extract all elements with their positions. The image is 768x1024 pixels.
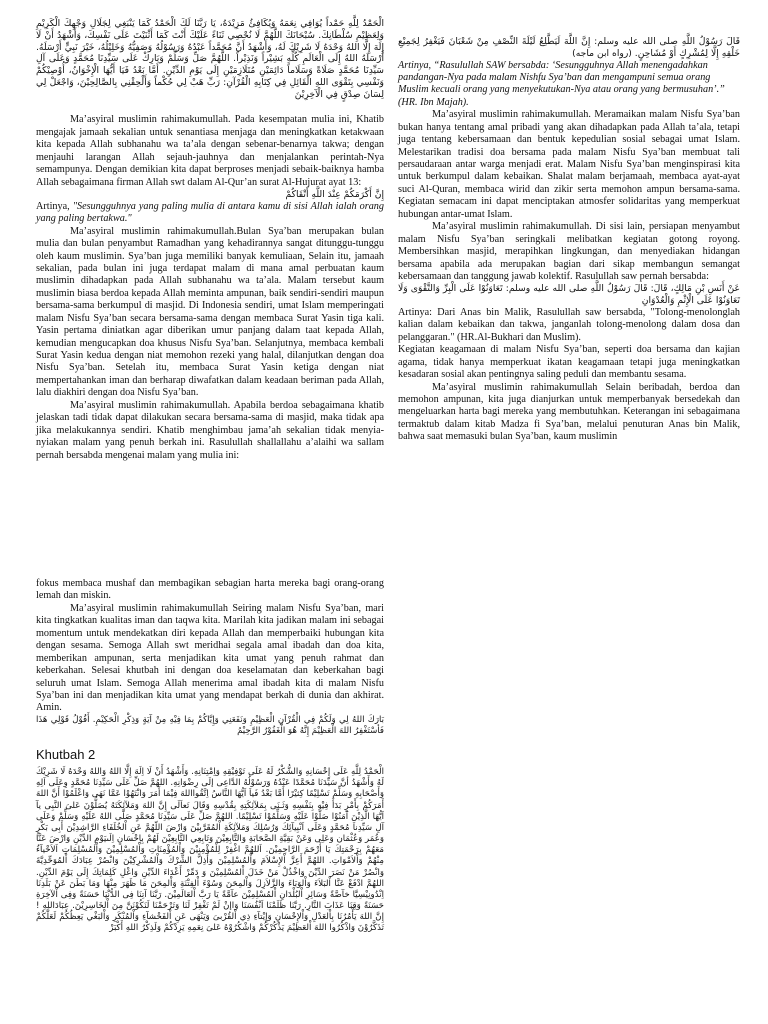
left-column-bottom bbox=[36, 578, 384, 935]
quran-verse: إِنَّ أَكْرَمَكُمْ عِنْدَ اللَّهِ أَتْقَاكُمْ bbox=[285, 188, 384, 200]
paragraph: Ma’asyiral muslimin rahimakumullah. Meramaikan malam Nisfu Sya’ban bukan hanya tentang amal pribadi yang akan dihadapkan pada Allah ta’ala, tetapi juga tentang kebersamaan dan bentuk kepedulian sosial sebagai umat Islam. Melestarikan tradisi doa bersama pada malam Nisfu Sya’ban membuat tali persaudaraan antar warga menjadi erat. Malam Nisfu Sya’ban menginspirasi kita untuk berkumpul dalam kebaikan. Shalat malam berjamaah, membaca ayat-ayat suci Al-Quran, membaca wirid dan zikir serta memohon ampun bersama-sama. Kegiatan semacam ini dapat menciptakan atmosfer solidaritas yang memperkuat hubungan antar-umat Islam. bbox=[398, 109, 740, 220]
hadith-arabic: قَالَ رَسُوْلُ اللَّهِ صلى الله عليه وسلم: إِنَّ اللَّهَ لَيَطَّلِعُ لَيْلَةَ النِّصْفِ مِنْ شَعْبَانَ فَيَغْفِرُ لِجَمِيْعِ خَلْقِهِ إِلَّا لِمُشْرِكٍ أَوْ مُشَاحِنٍ. (رواه ابن ماجه) bbox=[398, 36, 740, 59]
paragraph: Ma’asyiral muslimin rahimakumullah Selain beribadah, berdoa dan memohon ampunan, kita juga dianjurkan untuk memperbanyak bersedekah dan mengeluarkan harta bagi mereka yang membutuhkan. Keterangan ini sebagaimana termaktub dalam kitab Madza fi Sya’ban, melalui penuturan Anas bin Malik, bahwa saat memasuki bulan Sya’ban, kaum muslimin bbox=[398, 381, 740, 443]
hadith-translation: Artinya: Dari Anas bin Malik, Rasulullah saw bersabda, "Tolong-menolonglah kalian dalam kebaikan dan takwa, janganlah tolong-menolong dalam dosa dan pelanggaran." (HR.Al-Bukhari dan Muslim). bbox=[398, 306, 740, 343]
paragraph: Ma’asyiral muslimin rahimakumullah Seiring malam Nisfu Sya’ban, mari kita tingkatkan kualitas iman dan taqwa kita. Marilah kita jadikan malam ini sebagai momentum untuk mendekatkan diri kepada Allah dan memperbaiki hubungan kita dengan sesama. Semoga Allah swt meridhai segala amal ibadah dan doa kita, memberikan ampunan, serta menjadikan kita umat yang penuh rahmat dan keberkahan. Selesai khutbah ini dengan doa keselamatan dan keberkahan bagi seluruh umat Islam. Semoga Allah menerima amal ibadah kita di malam Nisfu Sya’ban ini dan menjadikan kita umat yang mendapat berkah di dunia dan akhirat. Amin. bbox=[36, 602, 384, 714]
left-column-top bbox=[36, 18, 384, 462]
arabic-opening: الْحَمْدُ لِلَّهِ حَمْداً يُوَافِي نِعَمَهُ وَيُكَافِئُ مَزِيْدَهُ، يَا رَبَّنَا لَكَ الْحَمْدُ كَمَا يَنْبَغِي لِجَلَالِ وَجْهِكَ الْكَرِيْمِ وَلِعَظِيْمِ سُلْطَانِكَ. سُبْحَانَكَ اللَّهُمَّ لَا نُحْصِي ثَنَاءً عَلَيْكَ أَنْتَ كَمَا أَثْنَيْتَ عَلَى نَفْسِكَ، وَأَشْهَدُ أَنْ لَا إِلَهَ إِلَّا اللهُ وَحْدَهُ لَا شَرِيْكَ لَهُ، وَأَشْهَدُ أَنَّ مُحَمَّداً عَبْدُهُ وَرَسُوْلُهُ وَصَفِيُّهُ وَخَلِيْلُهُ، خَيْرَ نَبِيٍّ أَرْسَلَهُ. أَرْسَلَهُ اللهُ إِلَى الْعَالَمِ كُلِّهِ بَشِيْراً وَنَذِيْراً. اللَّهُمَّ صَلِّ وَسَلِّمْ وَبَارِكْ عَلَى سَيِّدِنَا مُحَمَّدٍ وَعَلَى آلِ سَيِّدِنَا مُحَمَّدٍ صَلَاةً وَسَلَاماً دَائِمَيْنِ مُتَلَازِمَيْنِ إِلَى يَوْمِ الدِّيْنِ. أَمَّا بَعْدُ فَيَا أَيُّهَا الْإِخْوَانُ، أُوْصِيْكُمْ وَنَفْسِي بِتَقْوَى اللهِ الْقَائِلِ فِي كِتَابِهِ الْقُرْآنِ: رَبِّ هَبْ لِي حُكْماً وَأَلْحِقْنِي بِالصَّالِحِيْنَ، وَاجْعَلْ لِي لِسَانَ صِدْقٍ فِي الْآخِرِيْنَ bbox=[36, 18, 384, 100]
hadith-arabic: عَنْ أَنَسِ بْنِ مَالِكٍ، قَالَ: قَالَ رَسُوْلُ اللَّهِ صلى الله عليه وسلم: تَعَاوَنُوْا عَلَى الْبِرِّ وَالتَّقْوَى وَلَا تَعَاوَنُوْا عَلَى الْإِثْمِ وَالْعُدْوَانِ bbox=[398, 283, 740, 307]
paragraph: Kegiatan keagamaan di malam Nisfu Sya’ban, seperti doa bersama dan kajian agama, tidak hanya memperkuat ikatan keagamaan tetapi juga meningkatkan kesadaran sosial akan pentingnya saling peduli dan membantu sesama. bbox=[398, 344, 740, 381]
right-column bbox=[398, 36, 740, 444]
paragraph: Ma’asyiral muslimin rahimakumullah. Pada kesempatan mulia ini, Khatib mengajak jamaah sekalian untuk senantiasa menjaga dan meningkatkan ketakwaan kita kepada Allah subhanahu wa ta’ala dengan sebenar-benarnya takwa; dengan menjauhi larangan Allah sejauh-jauhnya dan menjalankan perintah-Nya semampunya. Dengan demikian kita dapat berproses menjadi sebaik-baiknya hamba Allah sebagaimana firman Allah swt dalam Al-Qur’an surat Al-Hujurat ayat 13: bbox=[36, 114, 384, 188]
paragraph: Ma’asyiral muslimin rahimakumullah. Di sisi lain, persiapan menyambut malam Nisfu Sya’ban seringkali melibatkan kegiatan gotong royong. Membersihkan masjid, merapihkan lingkungan, dan menyediakan hidangan bersama apabila ada merupakan bagian dari sikap membangun semangat kebersamaan dan tanggung jawab kolektif. Rasulullah saw pernah bersabda: bbox=[398, 221, 740, 282]
section-heading: Khutbah 2 bbox=[36, 747, 96, 763]
translation: Artinya, "Sesungguhnya yang paling mulia di antara kamu di sisi Allah ialah orang yang paling bertakwa." bbox=[36, 200, 384, 225]
paragraph: Ma’asyiral muslimin rahimakumullah.Bulan Sya’ban merupakan bulan mulia dan bulan penyambut Ramadhan yang kehadirannya sangat ditunggu-tunggu oleh kaum muslimin. Sya’ban juga memiliki banyak kemuliaan, Selain itu, jamaah sekalian, pada bulan ini juga terdapat malam di mana amal perbuatan kaum muslimin dihadapkan pada Allah subhanahu wa ta’ala. Malam tersebut kaum muslimin biasa berdoa kepada Allah meminta ampunan, baik sendiri-sendiri maupun bersama-sama berkumpul di masjid. Di Indonesia sendiri, umat Islam memperingati malam Nisfu Sya’ban secara bersama-sama dengan membaca Surat Yasin tiga kali. Yasin pertama diniatkan agar diberikan umur panjang dalam taat kepada Allah, kemudian mengucapkan doa khusus Nisfu Sya’ban. Selanjutnya, membaca kembali Surat Yasin kedua dengan niat memohon rezeki yang halal, dilanjutkan dengan doa Nisfu Sya’ban. Setelah itu, membaca Surat Yasin ketiga dengan niat mempertahankan iman dan berharap diwafatkan dalam keadaan beriman pada Allah, lalu diakhiri dengan doa Nisfu Sya’ban. bbox=[36, 225, 384, 399]
paragraph: fokus membaca mushaf dan membagikan sebagian harta mereka bagi orang-orang lemah dan miskin. bbox=[36, 578, 384, 602]
paragraph: Ma’asyiral muslimin rahimakumullah. Apabila berdoa sebagaimana khatib jelaskan tadi tidak dapat dilakukan secara bersama-sama di masjid, maka tidak apa jika melakukannya sendiri. Khatib menghimbau jama’ah sekalian tidak menyia-nyiakan malam yang penuh berkah ini. Rasulullah shallallahu a’alaihi wa sallam pernah bersabda mengenai malam yang mulia ini: bbox=[36, 399, 384, 461]
closing-arabic: بَارَكَ اللهُ لِي وَلَكُمْ فِي الْقُرْآنِ الْعَظِيْمِ وَنَفَعَنِي وَإِيَّاكُمْ بِمَا فِيْهِ مِنْ آيَةٍ وَذِكْرِ الْحَكِيْمِ. أَقُوْلُ قَوْلِي هَذَا فَأسْتَغْفِرُ اللهَ الْعَظِيْمَ إِنَّهُ هُوَ الْغَفُوْرُ الرَّحِيْمُ bbox=[36, 714, 384, 736]
hadith-translation: Artinya, “Rasulullah SAW bersabda: ‘Sesungguhnya Allah menengadahkan pandangan-Nya pada malam Nishfu Sya’ban dan mengampuni semua orang Muslim kecuali orang yang menyekutukan-Nya atau orang yang bermusuhan’.” (HR. Ibn Majah). bbox=[398, 59, 725, 108]
khutbah-two-arabic: الْحَمْدُ لِلَّهِ عَلَى إِحْسَانِهِ وَالشُّكْرُ لَهُ عَلَى تَوْفِيْقِهِ وَاِمْتِنَانِهِ. وَأَشْهَدُ أَنْ لَا اِلَهَ إِلَّا اللهُ وَاللهُ وَحْدَهُ لَا شَرِيْكَ لَهُ وَأَشْهَدُ أنَّ سَيِّدَنَا مُحَمَّدًا عَبْدُهُ وَرَسُوْلُهُ الدَّاعِى إلَى رِضْوَانِهِ. اللهُمَّ صَلِّ عَلَى سَيِّدِنَا مُحَمَّدٍ وِعَلَى اَلِهِ وَأَصْحَابِهِ وَسَلِّمْ تَسْلِيْمًا كِثيْرًا أَمَّا بَعْدُ فَياَ اَيُّهَا النَّاسُ اِتَّقُوااللهَ فِيْمَا أَمَرَ وَانْتَهُوْا عَمَّا نَهَى وَاعْلَمُوْا أَنَّ اللهَ أَمَرَكُمْ بِأَمْرٍ بَدَأَ فِيْهِ بِنَفْسِهِ وَثَـنَى بِمَلآئِكَتِهِ بِقُدْسِهِ وَقَالَ تَعاَلَى إِنَّ اللهَ وَمَلآئِكَتَهُ يُصَلُّوْنَ عَلىَ النَّبِى يآ اَيُّهَا الَّذِيْنَ آمَنُوْا صَلُّوْا عَلَيْهِ وَسَلِّمُوْا تَسْلِيْمًا. اللهُمَّ صَلِّ عَلَى سَيِّدِنَا مُحَمَّدٍ صَلَّى اللهُ عَلَيْهِ وَسَلِّمْ وَعَلَى آلِ سَيِّدِناَ مُحَمَّدٍ وَعَلَى اَنْبِيآئِكَ وَرُسُلِكَ وَمَلآئِكَةِ اْلمُقَرَّبِيْنَ وَارْضَ اللّهُمَّ عَنِ اْلخُلَفَاءِ الرَّاشِدِيْنَ أَبِى بَكْرٍ وَعُمَر وَعُثْمَان وَعَلِى وَعَنْ بَقِيَّةِ الصَّحَابَةِ وَالتَّابِعِيْنَ وَتَابِعِي التَّابِعِيْنَ لَهُمْ بِاِحْسَانٍ اِلَىيَوْمِ الدِّيْنِ وَارْضَ عَنَّا مَعَهُمْ بِرَحْمَتِكَ يَا أَرْحَمَ الرَّاحِمِيْنَ. اَللهُمَّ اغْفِرْ لِلْمُؤْمِنِيْنَ وَاْلمُؤْمِنَاتِ وَاْلمُسْلِمِيْنَ وَاْلمُسْلِمَاتِ اَلاَحْيآءُ مِنْهُمْ وَاْلاَمْوَاتِ. اللهُمَّ أَعِزَّ اْلإِسْلاَمَ وَاْلمُسْلِمِيْنَ وَأَذِلَّ الشِّرْكَ وَاْلمُشْرِكِيْنَ وَانْصُرْ عِبَادَكَ اْلمُوَحِّدِيَّةَ وَانْصُرْ مَنْ نَصَرَ الدِّيْنَ وَاخْذُلْ مَنْ خَذَلَ اْلمُسْلِمِيْنَ وَ دَمِّرْ أَعْدَاءَ الدِّيْنِ وَاعْلِ كَلِمَاتِكَ إِلَى يَوْمَ الدِّيْنِ. اللهُمَّ ادْفَعْ عَنَّا اْلبَلاَءَ وَاْلوَبَاءَ وَالزَّلاَزِلَ وَاْلمِحَنَ وَسُوْءَ اْلفِتْنَةِ وَاْلمِحَنَ مَا ظَهَرَ مِنْهَا وَمَا بَطَنَ عَنْ بَلَدِنَا اِنْدُونِيْسِيَّا خآصَّةً وَسَائِرِ اْلبُلْدَانِ اْلمُسْلِمِيْنَ عآمَّةً يَا رَبَّ اْلعَالَمِيْنَ. رَبَّنَا آتِنَا فِى الدُّنْيَا حَسَنَةً وَفِى اْلآخِرَةِ حَسَنَةً وَقِنَا عَذَابَ النَّارِ. رَبَّنَا ظَلَمْنَا اَنْفُسَنَا وَاإنْ لَمْ تَغْفِرْ لَنَا وَتَرْحَمْنَا لَنَكُوْنَنَّ مِنَ اْلخَاسِرِيْنَ. عِبَادَاللهِ ! إِنَّ اللهَ يَأْمُرُنَا بِاْلعَدْلِ وَاْلإِحْسَانِ وَإِيْتآءِ ذِي اْلقُرْبىَ وَيَنْهَى عَنِ اْلفَحْشآءِ وَاْلمُنْكَرِ وَاْلبَغْي يَعِظُكُمْ لَعَلَّكُمْ تَذَكَّرُوْنَ وَاذْكُرُوا اللهَ اْلعَظِيْمَ يَذْكُرْكُمْ وَاشْكُرُوْهُ عَلىَ نِعَمِهِ يَزِدْكُمْ وَلَذِكْرُ اللهِ أَكْبَرْ bbox=[36, 767, 384, 934]
